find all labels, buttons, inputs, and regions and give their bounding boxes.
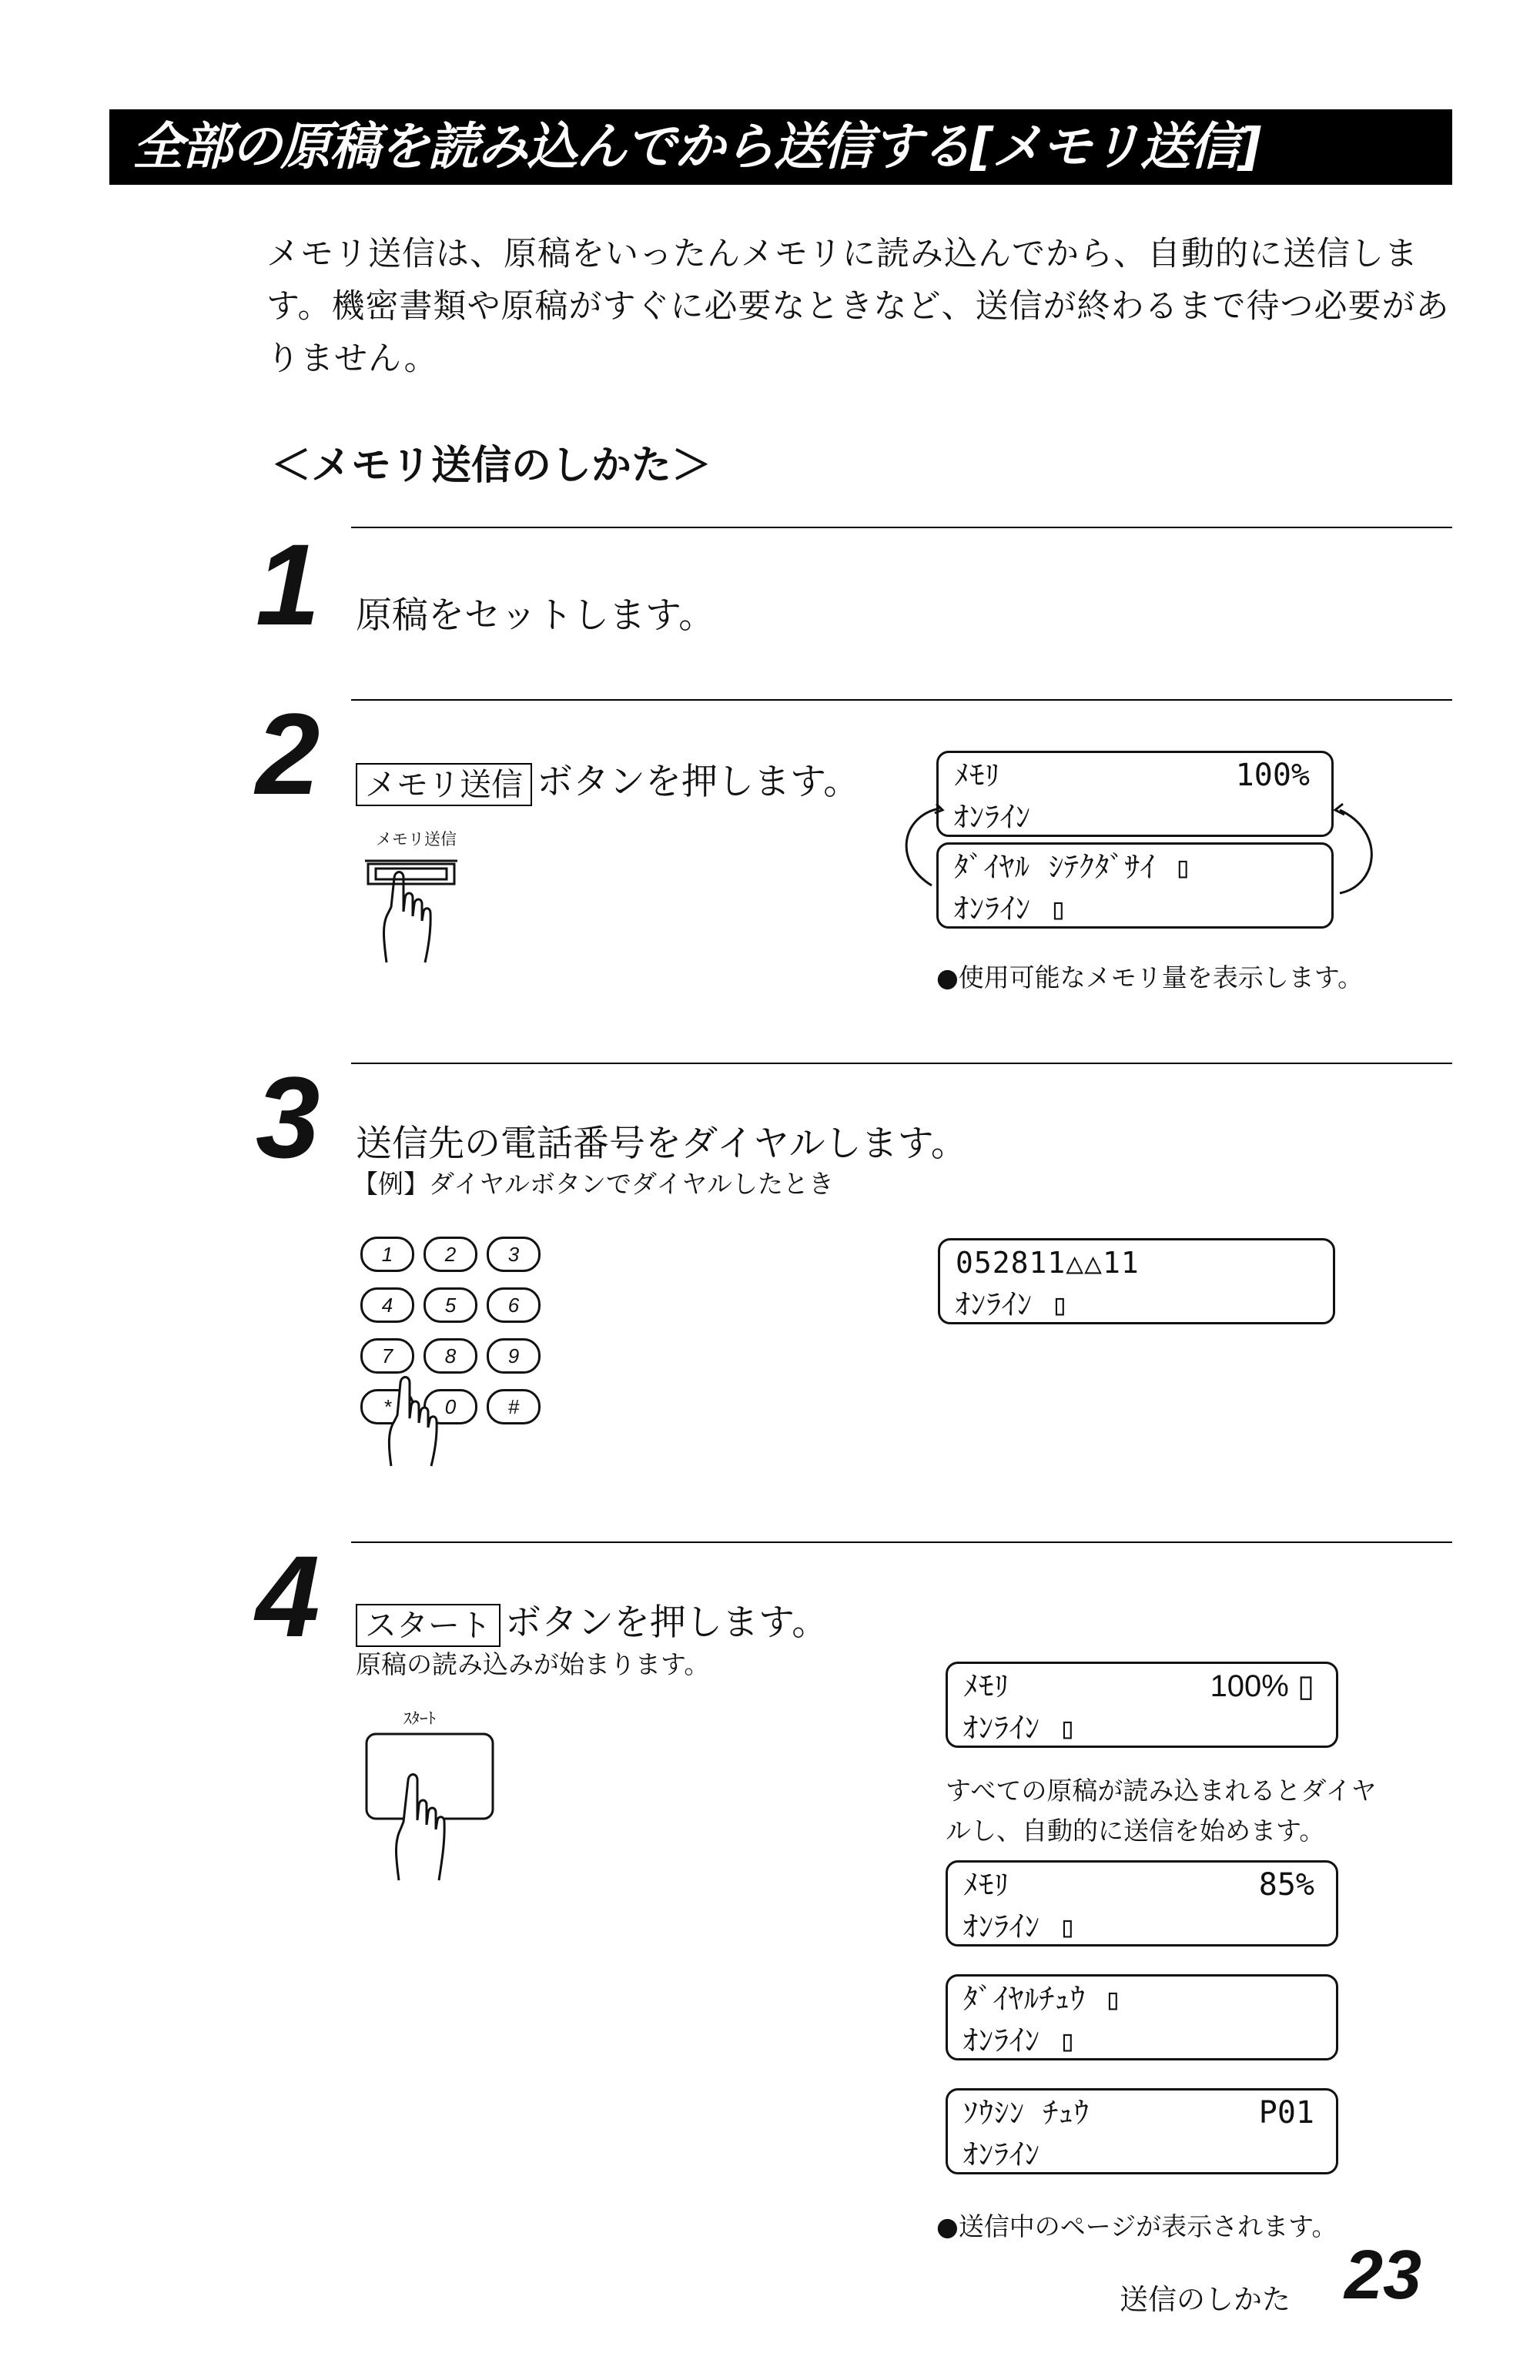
keypad-key-star: * [360,1389,414,1424]
lcd-line-2: ｵﾝﾗｲﾝ [954,800,1032,834]
toggle-arrows [878,793,1386,901]
page-number: 23 [1344,2237,1422,2314]
step-divider [351,527,1452,528]
step-divider [351,1541,1452,1543]
step-number: 4 [256,1531,317,1661]
section-heading: ＜メモリ送信のしかた＞ [271,443,712,489]
lcd-line-2: ｵﾝﾗｲﾝ ▯ [956,1287,1070,1321]
lcd-memory-85 [946,1860,1338,1947]
keypad-key-3: 3 [487,1237,541,1272]
step-divider [351,699,1452,701]
lcd-line-2: ｵﾝﾗｲﾝ [963,2137,1041,2171]
step-subtext: 原稿の読み込みが始まります。 [356,1649,710,1679]
keypad-key-1: 1 [360,1237,414,1272]
lcd-memory-value: 100% [1235,758,1310,793]
keypad-key-7: 7 [360,1338,414,1374]
keypad-key-2: 2 [424,1237,477,1272]
step-number: 2 [256,689,317,818]
step-divider [351,1063,1452,1064]
button-caption: メモリ送信 [376,830,457,849]
lcd-line-1: ﾀﾞｲﾔﾙﾁｭｳ ▯ [963,1982,1123,2016]
lcd-line-2: ｵﾝﾗｲﾝ ▯ [954,892,1068,926]
lcd-page-value: P01 [1258,2095,1314,2131]
lcd-dialed-number [938,1238,1335,1324]
memory-send-key-label: メモリ送信 [356,763,532,806]
lcd-line-2: ｵﾝﾗｲﾝ ▯ [963,2024,1077,2057]
lcd-memory-value: 100% ▯ [1210,1669,1314,1703]
lcd-line-1: ﾒﾓﾘ [963,1669,1010,1703]
intro-paragraph: メモリ送信は、原稿をいったんメモリに読み込んでから、自動的に送信します。機密書類や原稿がすぐに必要なときなど、送信が終わるまで待つ必要がありません。 [266,235,1450,378]
keypad-key-9: 9 [487,1338,541,1374]
step-example: 【例】ダイヤルボタンでダイヤルしたとき [353,1169,835,1199]
step-text: 原稿をセットします。 [356,594,715,637]
page-title: 全部の原稿を読み込んでから送信する[メモリ送信] [132,117,1260,176]
button-caption: ｽﾀｰﾄ [403,1709,436,1728]
lcd-sending [946,2088,1338,2174]
title-bar [109,109,1452,185]
start-key-label: スタート [356,1604,500,1647]
lcd-memory-value: 85% [1258,1867,1314,1903]
keypad-key-4: 4 [360,1287,414,1323]
step-text: ボタンを押します。 [505,1602,829,1644]
memory-note: ●使用可能なメモリ量を表示します。 [936,962,1364,993]
step-note-line: ルし、自動的に送信を始めます。 [946,1816,1325,1846]
lcd-line-1: ﾒﾓﾘ [954,758,1001,792]
footer-section-label: 送信のしかた [1120,2283,1291,2316]
step-number: 1 [256,520,317,649]
sending-note: ●送信中のページが表示されます。 [936,2211,1337,2241]
keypad-key-0: 0 [424,1389,477,1424]
press-button-illustration [354,847,477,970]
step-instruction [356,1594,828,1647]
lcd-dialing [946,1974,1338,2060]
step-instruction [356,753,859,806]
step-text: 送信先の電話番号をダイヤルします。 [356,1123,967,1165]
step-text: ボタンを押します。 [537,761,860,803]
keypad-key-hash: # [487,1389,541,1424]
lcd-reading-memory [946,1662,1338,1748]
press-start-illustration [362,1729,500,1883]
lcd-line-1: ﾒﾓﾘ [963,1868,1010,1902]
lcd-line-1: 052811△△11 [956,1246,1140,1280]
lcd-line-2: ｵﾝﾗｲﾝ ▯ [963,1910,1077,1943]
step-number: 3 [256,1053,317,1182]
finger-icon [376,1367,468,1468]
lcd-line-2: ｵﾝﾗｲﾝ ▯ [963,1711,1077,1745]
lcd-line-1: ﾀﾞｲﾔﾙ ｼﾃｸﾀﾞｻｲ ▯ [954,850,1193,884]
keypad-key-8: 8 [424,1338,477,1374]
step-note-line: すべての原稿が読み込まれるとダイヤ [946,1776,1377,1806]
keypad-key-5: 5 [424,1287,477,1323]
dial-keypad [360,1237,561,1468]
keypad-key-6: 6 [487,1287,541,1323]
lcd-line-1: ｿｳｼﾝ ﾁｭｳ [963,2096,1090,2130]
